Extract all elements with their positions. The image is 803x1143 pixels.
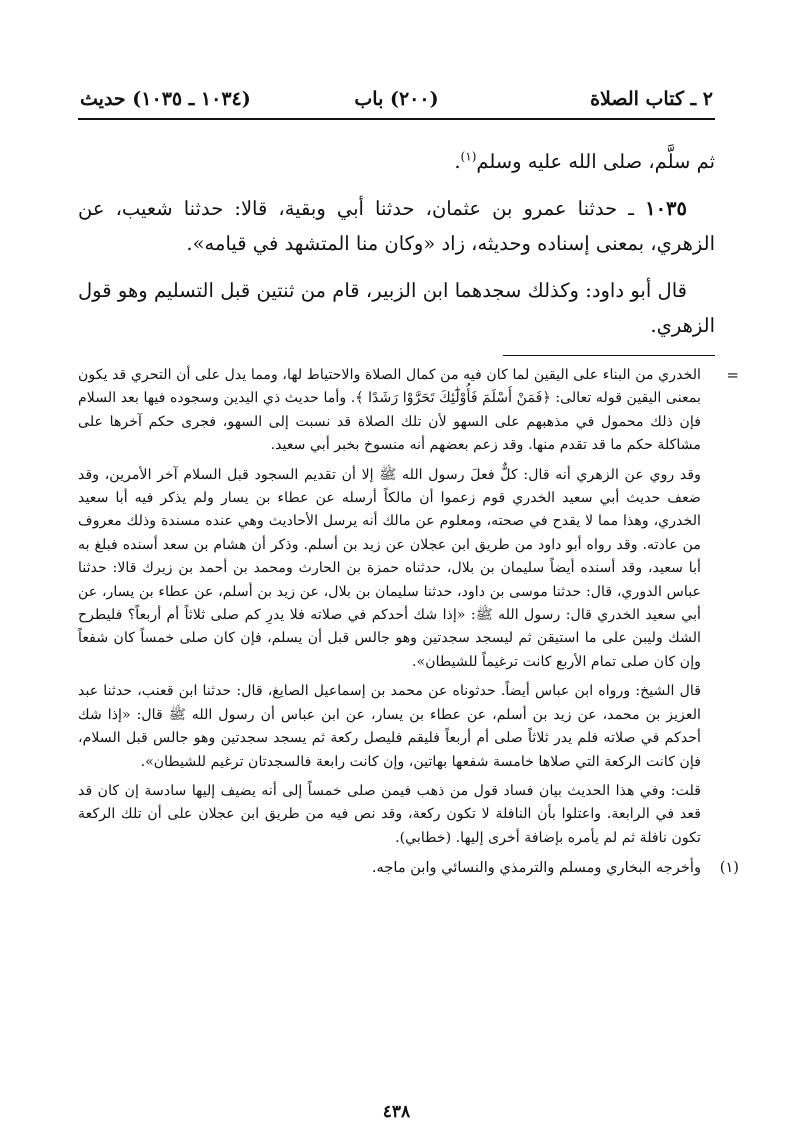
running-header bbox=[78, 84, 715, 120]
footnote-1 bbox=[78, 856, 739, 880]
paragraph-1-end: . bbox=[454, 150, 461, 173]
main-text bbox=[78, 144, 715, 343]
note-paragraph-4: قلت: وفي هذا الحديث بيان فساد قول من ذهب فيمن صلى خمساً إلى أنه يضيف إليها سادسة إن كان قد قعد في الرابعة. واعتلوا بأن النافلة لا تكون ركعة، وقد نص فيه من طريق ابن عجلان على أن تلك الركعة تكون نافلة ثم لم يأمره بإضافة أخرى إليها. (خطابي). bbox=[78, 782, 701, 846]
hadith-number: ١٠٣٥ bbox=[645, 197, 687, 220]
continuation-mark: = bbox=[726, 366, 739, 384]
footnote-text: وأخرجه البخاري ومسلم والترمذي والنسائي وابن ماجه. bbox=[371, 859, 701, 877]
page-number: ٤٣٨ bbox=[382, 1102, 411, 1122]
hadith-1035 bbox=[78, 191, 715, 261]
chapter-title: (٢٠٠) باب bbox=[354, 88, 439, 110]
book-title: ٢ ـ كتاب الصلاة bbox=[590, 88, 713, 110]
note-paragraph-2: وقد روي عن الزهري أنه قال: كلٌّ فعلَ رسول الله ﷺ إلا أن تقديم السجود قبل السلام آخر الأمرين، وقد ضعف حديث أبي سعيد الخدري قوم زعموا أن مالكاً أرسله عن عطاء بن يسار ولم يذكر فيه أبا سعيد الخدري، وهذا مما لا يقدح في صحته، ومعلوم عن مالك أنه يرسل الأحاديث وهي عنده مسندة وذلك معروف من عادته. وقد رواه أبو داود من طريق ابن عجلان عن زيد بن أسلم. وذكر أن هشام بن سعد أسنده فبلغ به أبا سعيد، وقد أسنده أيضاً سليمان بن بلال، حدثناه حمزة بن الحارث ومحمد بن أحمد بن زيرك قالا: حدثنا عباس الدوري، قال: حدثنا موسى بن داود، حدثنا سليمان بن بلال، عن زيد بن أسلم، عن عطاء بن يسار، عن أبي سعيد الخدري قال: رسول الله ﷺ: «إذا شك أحدكم في صلاته فلا يدرِ كم صلى ثلاثاً أم أربعاً؟ فليطرح الشك وليبن على ما استيقن ثم ليسجد سجدتين وهو جالس قبل أن يسلم، فإن كان صلى خمساً كان شفعاً وإن كان صلى تمام الأربع كانت ترغيماً للشيطان». bbox=[78, 466, 701, 670]
footnote-separator bbox=[503, 355, 715, 356]
note-paragraph-3: قال الشيخ: ورواه ابن عباس أيضاً. حدثوناه عن محمد بن إسماعيل الصايغ، قال: حدثنا ابن قعنب، حدثنا عبد العزيز بن محمد، عن زيد بن أسلم، عن عطاء بن يسار، عن ابن عباس أن رسول الله ﷺ قال: «إذا شك أحدكم في صلاته فلم يدر ثلاثاً صلى أم أربعاً فليقم فليصل ركعة ثم يسجد سجدتين وهو جالس قبل السلام، فإن كانت الركعة التي صلاها خامسة شفعها بهاتين، وإن كانت رابعة فالسجدتان ترغيم للشيطان». bbox=[78, 683, 701, 770]
document-page bbox=[78, 84, 739, 1124]
abu-dawud-comment: قال أبو داود: وكذلك سجدهما ابن الزبير، قام من ثنتين قبل التسليم وهو قول الزهري. bbox=[78, 279, 715, 337]
hadith-text: ـ حدثنا عمرو بن عثمان، حدثنا أبي وبقية، قالا: حدثنا شعيب، عن الزهري، بمعنى إسناده وحديثه، زاد «وكان منا المتشهد في قيامه». bbox=[78, 197, 715, 255]
paragraph-1-text: ثم سلَّم، صلى الله عليه وسلم bbox=[476, 150, 715, 173]
note-paragraph-1: الخدري من البناء على اليقين لما كان فيه من كمال الصلاة والاحتياط لها، ومما يدل على أن التحري قد يكون بمعنى اليقين قوله تعالى: ﴿فَمَنْ أَسْلَمَ فَأُوْلَٰٓئِكَ تَحَرَّوْا رَشَدًا ﴾. وأما حديث ذي اليدين وسجوده فيها بعد السلام فإن ذلك محمول في مذهبهم على السهو لأن تلك الصلاة قد نسبت إلى السهو، فجرى حكم آخرها على مشاكلة حكم ما قد تقدم منها. وقد زعم بعضهم أنه منسوخ بخبر أبي سعيد. bbox=[78, 367, 701, 454]
footnote-reference: (١) bbox=[460, 149, 477, 164]
footnote-number: (١) bbox=[719, 859, 739, 877]
paragraph-1 bbox=[78, 144, 715, 179]
hadith-range: (١٠٣٤ ـ ١٠٣٥) حديث bbox=[80, 88, 251, 110]
commentary-notes bbox=[78, 364, 739, 850]
